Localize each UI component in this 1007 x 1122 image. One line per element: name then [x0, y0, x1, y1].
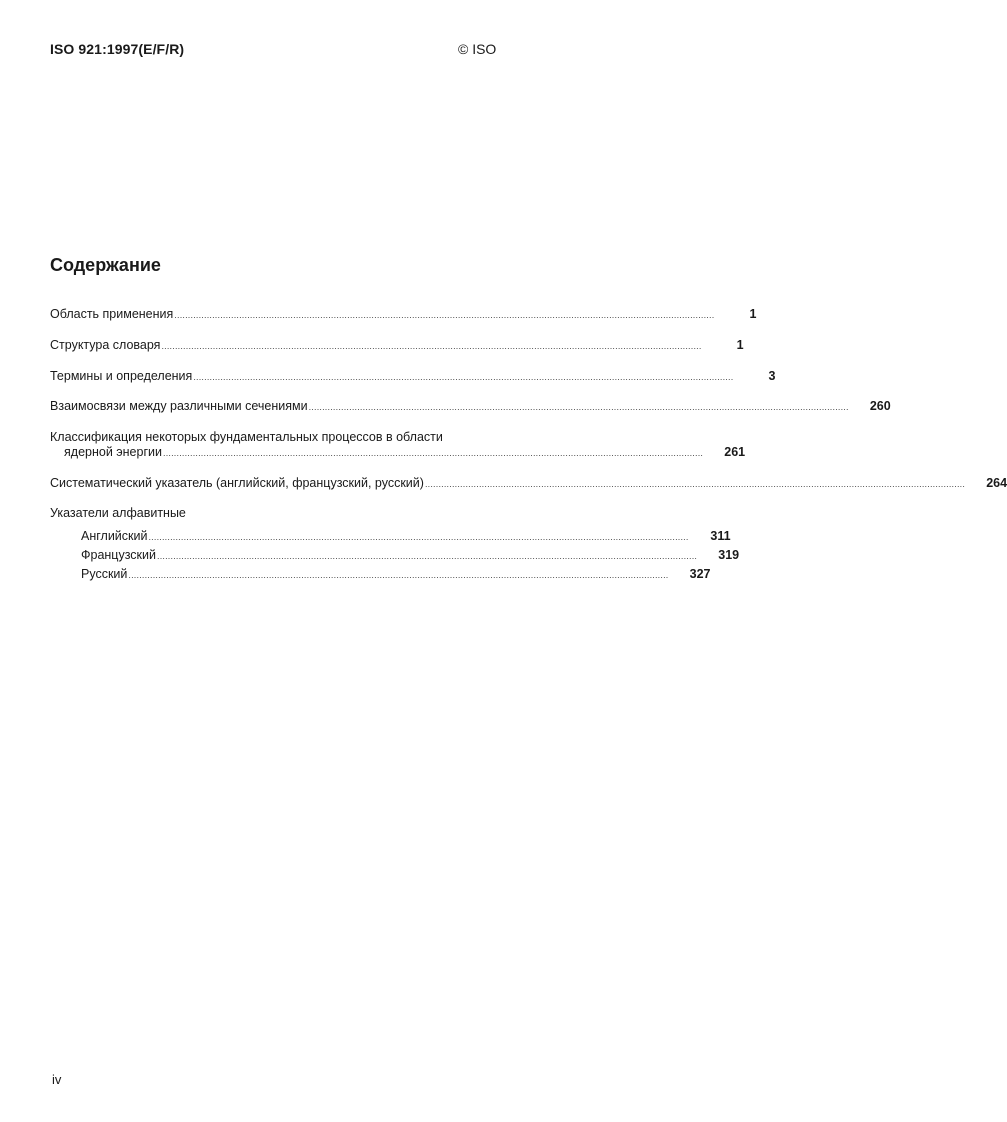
toc-subentry[interactable] [81, 526, 731, 544]
toc-entry-label: Термины и определения [50, 369, 193, 383]
toc-entry[interactable] [50, 335, 744, 353]
toc-entry-page: 1 [749, 307, 757, 321]
toc-entry-page: 260 [869, 399, 891, 413]
dot-leader: ........................................................................................................................................................................................................ [163, 448, 704, 458]
alpha-index-heading: Указатели алфавитные [50, 506, 186, 520]
toc-title: Содержание [50, 255, 161, 275]
dot-leader: ........................................................................................................................................................................................................ [128, 570, 669, 580]
toc-entry[interactable] [64, 442, 746, 460]
toc-entry-page: 327 [689, 567, 711, 581]
page-number: iv [52, 1072, 62, 1087]
toc-entry-label: Английский [81, 529, 148, 543]
toc-subentry[interactable] [81, 564, 711, 582]
dot-leader: ........................................................................................................................................................................................................ [157, 551, 698, 561]
copyright-notice: © ISO [458, 41, 497, 57]
toc-entry-page: 1 [736, 338, 744, 352]
dot-leader: ........................................................................................................................................................................................................ [148, 532, 689, 542]
toc-entry-page: 319 [718, 548, 740, 562]
toc-entry-page: 3 [768, 369, 776, 383]
toc-entry-label: Структура словаря [50, 338, 161, 352]
toc-subentry[interactable] [81, 545, 740, 563]
toc-entry-label: Взаимосвязи между различными сечениями [50, 399, 308, 413]
dot-leader: ........................................................................................................................................................................................................ [193, 372, 734, 382]
toc-entry[interactable] [50, 396, 891, 414]
toc-entry-label: Французский [81, 548, 156, 562]
dot-leader: ........................................................................................................................................................................................................ [161, 341, 702, 351]
toc-entry-page: 264 [986, 476, 1007, 490]
toc-entry[interactable] [50, 473, 1007, 491]
toc-entry-label: Систематический указатель (английский, французский, русский) [50, 476, 424, 490]
toc-entry-label: Область применения [50, 307, 174, 321]
dot-leader: ........................................................................................................................................................................................................ [424, 479, 966, 489]
dot-leader: ........................................................................................................................................................................................................ [308, 402, 849, 412]
toc-entry-label-first-line[interactable]: Классификация некоторых фундаментальных процессов в области [50, 430, 443, 444]
dot-leader: ........................................................................................................................................................................................................ [174, 310, 715, 320]
standard-identifier: ISO 921:1997(E/F/R) [50, 41, 185, 57]
toc-entry-label: Русский [81, 567, 128, 581]
toc-entry-page: 261 [724, 445, 746, 459]
toc-entry-page: 311 [710, 529, 731, 543]
toc-entry[interactable] [50, 304, 757, 322]
toc-entry-label-second-line: ядерной энергии [64, 445, 162, 459]
toc-entry[interactable] [50, 366, 776, 384]
